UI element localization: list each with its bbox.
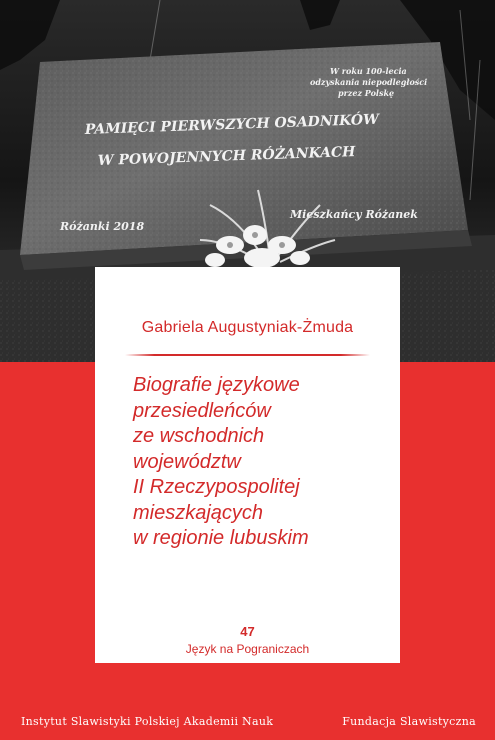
title-line-1: Biografie językowe [133,374,300,396]
title-card [95,267,400,663]
plaque-dedication-2: odzyskania niepodległości [310,77,428,87]
plaque-place-date: Różanki 2018 [60,220,145,233]
plaque-dedication-3: przez Polskę [338,88,395,98]
plaque-main-1: PAMIĘCI PIERWSZYCH OSADNIKÓW [84,111,380,138]
divider-rule [125,354,370,356]
title-line-2: przesiedleńców [133,399,271,422]
title-line-7: w regionie lubuskim [133,527,309,549]
plaque-signature: Mieszkańcy Różanek [290,208,418,221]
title-line-3: ze wschodnich [133,425,265,447]
title-line-5: II Rzeczypospolitej [133,476,300,498]
title-line-6: mieszkających [133,501,264,524]
author-name: Gabriela Augustyniak-Żmuda [141,319,354,336]
plaque-main-2: W POWOJENNYCH RÓŻANKACH [97,144,356,169]
plaque-dedication-1: W roku 100-lecia [330,66,407,76]
book-title [133,373,390,552]
series-name: Język na Pograniczach [185,642,310,656]
publisher-left: Instytut Slawistyki Polskiej Akademii Nauk [21,715,274,728]
publisher-right: Fundacja Slawistyczna [342,715,476,728]
series-number: 47 [240,624,255,639]
title-line-4: województw [133,450,241,473]
